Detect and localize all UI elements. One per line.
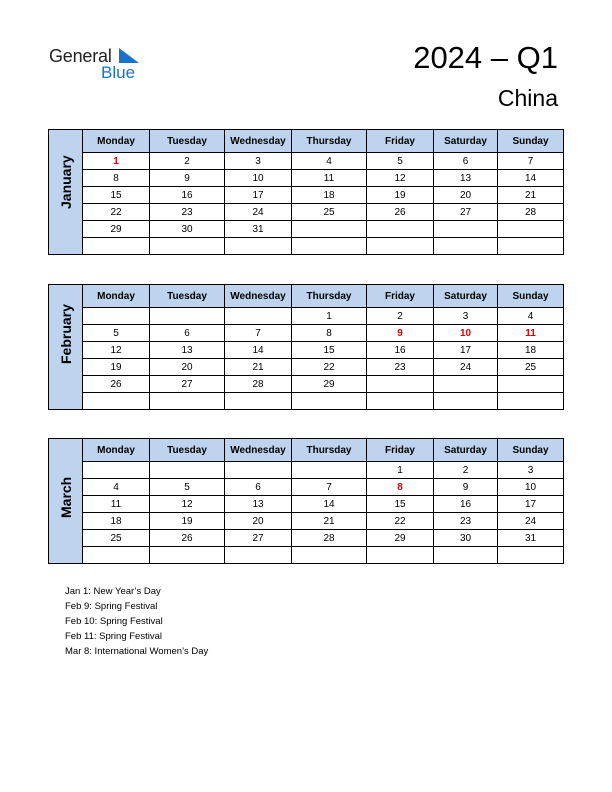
day-cell: 15 [292,342,367,359]
weekday-header: Friday [367,130,434,153]
weekday-header: Tuesday [150,285,225,308]
weekday-header: Sunday [498,130,564,153]
day-cell: 24 [225,204,292,221]
week-row [49,153,564,170]
month-label-cell [49,285,83,410]
day-cell: 16 [434,496,498,513]
day-cell: 2 [434,462,498,479]
holiday-note: Jan 1: New Year’s Day [65,586,161,597]
day-cell [150,547,225,564]
week-row [49,359,564,376]
day-cell [292,393,367,410]
logo [49,44,159,84]
holiday-note: Feb 11: Spring Festival [65,631,162,642]
weekday-header: Sunday [498,439,564,462]
day-cell: 3 [225,153,292,170]
day-cell [498,376,564,393]
day-cell: 14 [225,342,292,359]
day-cell [83,547,150,564]
day-cell [225,308,292,325]
month-table-march [48,438,564,564]
day-cell [225,547,292,564]
day-cell: 3 [498,462,564,479]
weekday-header: Tuesday [150,130,225,153]
weekday-header: Monday [83,285,150,308]
weekday-header: Monday [83,439,150,462]
day-cell: 28 [292,530,367,547]
day-cell: 12 [367,170,434,187]
weekday-header: Saturday [434,439,498,462]
day-cell [434,547,498,564]
day-cell: 18 [83,513,150,530]
day-cell: 21 [225,359,292,376]
day-cell [292,547,367,564]
day-cell [498,238,564,255]
day-cell: 29 [292,376,367,393]
day-cell: 5 [150,479,225,496]
day-cell [292,238,367,255]
day-cell [498,221,564,238]
day-cell [83,238,150,255]
month-name: January [58,155,74,209]
week-row [49,479,564,496]
day-cell: 14 [292,496,367,513]
day-cell: 10 [225,170,292,187]
day-cell: 25 [498,359,564,376]
weekday-header: Sunday [498,285,564,308]
day-cell [434,221,498,238]
weekday-header: Tuesday [150,439,225,462]
day-cell: 20 [225,513,292,530]
week-row [49,170,564,187]
day-cell: 18 [498,342,564,359]
day-cell: 21 [498,187,564,204]
day-cell [292,462,367,479]
country-title: China [497,85,558,111]
day-cell: 17 [434,342,498,359]
day-cell: 12 [150,496,225,513]
day-cell [83,308,150,325]
holiday-note: Feb 10: Spring Festival [65,616,163,627]
day-cell [434,376,498,393]
day-cell: 26 [83,376,150,393]
day-cell: 25 [83,530,150,547]
day-cell: 27 [225,530,292,547]
weekday-header: Wednesday [225,439,292,462]
day-cell [498,393,564,410]
day-cell [367,547,434,564]
day-cell [498,547,564,564]
day-cell: 29 [367,530,434,547]
week-row [49,393,564,410]
day-cell: 9 [150,170,225,187]
day-cell: 7 [292,479,367,496]
weekday-header: Thursday [292,130,367,153]
holiday-notes [65,584,208,659]
day-cell: 6 [225,479,292,496]
week-row [49,547,564,564]
weekday-header: Wednesday [225,285,292,308]
day-cell: 23 [367,359,434,376]
logo-blue-text: Blue [101,63,136,82]
day-cell [367,238,434,255]
day-cell: 19 [367,187,434,204]
day-cell: 9 [434,479,498,496]
month-name: February [58,304,74,364]
day-cell [292,221,367,238]
day-cell: 22 [292,359,367,376]
day-cell [434,393,498,410]
day-cell: 15 [367,496,434,513]
day-cell: 31 [498,530,564,547]
week-row [49,308,564,325]
week-row [49,496,564,513]
day-cell: 10 [498,479,564,496]
day-cell: 4 [83,479,150,496]
day-cell [150,462,225,479]
day-cell: 16 [367,342,434,359]
weekday-header: Friday [367,439,434,462]
day-cell: 11 [83,496,150,513]
month-table-february [48,284,564,410]
week-row [49,238,564,255]
day-cell [150,393,225,410]
day-cell [367,376,434,393]
day-cell: 18 [292,187,367,204]
day-cell: 26 [150,530,225,547]
day-cell: 11 [292,170,367,187]
week-row [49,462,564,479]
day-cell: 16 [150,187,225,204]
month-name: March [58,476,74,518]
day-cell: 23 [150,204,225,221]
logo-flag-icon [119,48,139,63]
day-cell: 28 [225,376,292,393]
day-cell [150,238,225,255]
day-cell: 17 [225,187,292,204]
day-cell [434,238,498,255]
day-cell: 1 [83,153,150,170]
day-cell: 26 [367,204,434,221]
weekday-header: Wednesday [225,130,292,153]
weekday-header: Thursday [292,285,367,308]
day-cell: 10 [434,325,498,342]
day-cell [150,308,225,325]
day-cell: 27 [434,204,498,221]
weekday-header: Monday [83,130,150,153]
day-cell: 19 [83,359,150,376]
day-cell: 2 [367,308,434,325]
day-cell: 9 [367,325,434,342]
weekday-header: Thursday [292,439,367,462]
day-cell: 8 [83,170,150,187]
day-cell: 29 [83,221,150,238]
year-quarter-title: 2024 – Q1 [413,40,558,75]
day-cell: 21 [292,513,367,530]
month-label-cell [49,130,83,255]
day-cell: 22 [367,513,434,530]
day-cell: 31 [225,221,292,238]
day-cell [225,393,292,410]
day-cell: 3 [434,308,498,325]
day-cell: 30 [150,221,225,238]
day-cell: 13 [150,342,225,359]
day-cell: 22 [83,204,150,221]
day-cell: 24 [434,359,498,376]
week-row [49,325,564,342]
day-cell: 8 [367,479,434,496]
day-cell: 27 [150,376,225,393]
day-cell: 4 [498,308,564,325]
weekday-header: Saturday [434,130,498,153]
day-cell: 25 [292,204,367,221]
week-row [49,513,564,530]
day-cell: 15 [83,187,150,204]
week-row [49,530,564,547]
day-cell: 13 [225,496,292,513]
day-cell [83,393,150,410]
day-cell: 28 [498,204,564,221]
day-cell: 5 [83,325,150,342]
day-cell [367,393,434,410]
day-cell: 7 [498,153,564,170]
day-cell: 1 [367,462,434,479]
week-row [49,342,564,359]
holiday-note: Mar 8: International Women’s Day [65,646,209,657]
logo-general-text: General [49,46,112,66]
day-cell: 17 [498,496,564,513]
day-cell [225,238,292,255]
day-cell: 6 [434,153,498,170]
weekday-header: Saturday [434,285,498,308]
week-row [49,376,564,393]
day-cell: 19 [150,513,225,530]
day-cell: 12 [83,342,150,359]
day-cell: 8 [292,325,367,342]
holiday-note: Feb 9: Spring Festival [65,601,158,612]
day-cell: 5 [367,153,434,170]
day-cell: 6 [150,325,225,342]
weekday-header: Friday [367,285,434,308]
week-row [49,221,564,238]
day-cell: 20 [434,187,498,204]
day-cell [367,221,434,238]
day-cell: 13 [434,170,498,187]
month-table-january [48,129,564,255]
day-cell [225,462,292,479]
day-cell: 24 [498,513,564,530]
day-cell: 1 [292,308,367,325]
day-cell: 7 [225,325,292,342]
day-cell: 11 [498,325,564,342]
day-cell: 30 [434,530,498,547]
day-cell: 14 [498,170,564,187]
week-row [49,204,564,221]
day-cell: 20 [150,359,225,376]
day-cell [83,462,150,479]
day-cell: 4 [292,153,367,170]
month-label-cell [49,439,83,564]
week-row [49,187,564,204]
day-cell: 23 [434,513,498,530]
day-cell: 2 [150,153,225,170]
